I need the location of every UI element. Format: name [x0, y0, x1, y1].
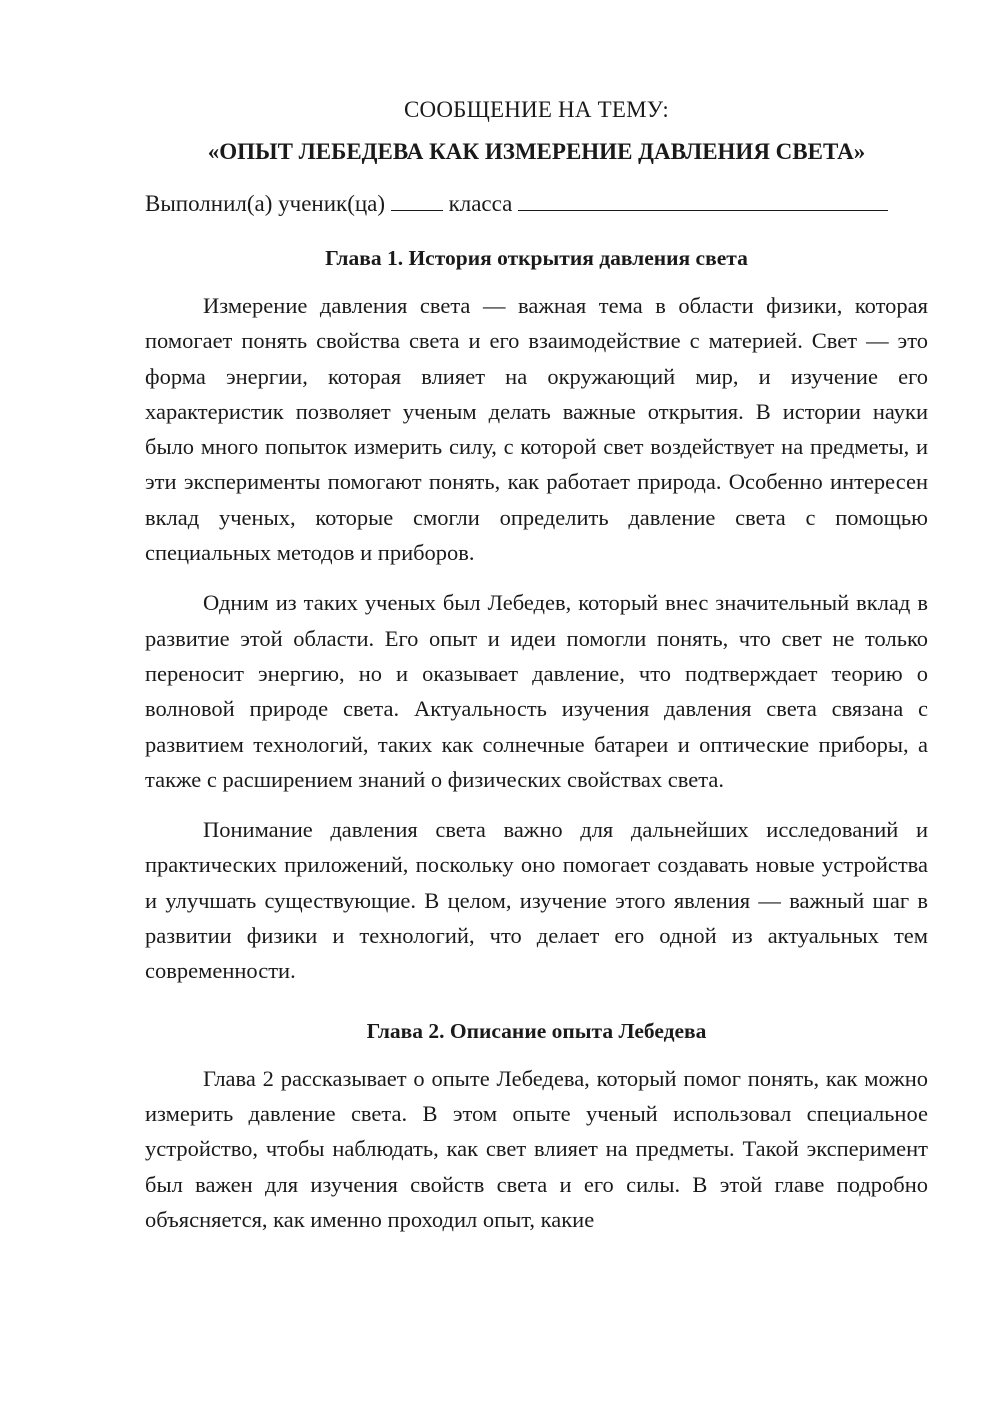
document-title-line2: «ОПЫТ ЛЕБЕДЕВА КАК ИЗМЕРЕНИЕ ДАВЛЕНИЯ СВЕТА» [207, 139, 866, 164]
chapter2-paragraph-1: Глава 2 рассказывает о опыте Лебедева, который помог понять, как можно измерить давление света. В этом опыте ученый использовал специальное устройство, чтобы наблюдать, как свет влияет на предметы. Такой эксперимент был важен для изучения свойств света и его силы. В этой главе подробно объясняется, как именно проходил опыт, какие [145, 1065, 928, 1232]
author-prefix: Выполнил(а) ученик(ца) [145, 191, 386, 216]
chapter1-paragraph-1: Измерение давления света — важная тема в области физики, которая помогает понять свойства света и его взаимодействие с материей. Свет — это форма энергии, которая влияет на окружающий мир, и изучение его характеристик позволяет ученым делать важные открытия. В истории науки было много попыток измерить силу, с которой свет воздействует на предметы, и эти эксперименты помогают понять, как работает природа. Особенно интересен вклад ученых, которые смогли определить давление света с помощью специальных методов и приборов. [145, 293, 928, 566]
class-number-blank [391, 186, 443, 211]
document-title-line1: СООБЩЕНИЕ НА ТЕМУ: [404, 97, 669, 122]
chapter1-heading: Глава 1. История открытия давления света [325, 246, 748, 270]
chapter1-paragraph-3: Понимание давления света важно для дальнейших исследований и практических приложений, поскольку оно помогает создавать новые устройства и улучшать существующие. В целом, изучение этого явления — важный шаг в развитии физики и технологий, что делает его одной из актуальных тем современности. [145, 817, 928, 984]
author-line [145, 186, 928, 222]
chapter2-heading: Глава 2. Описание опыта Лебедева [366, 1018, 707, 1043]
document-page [145, 92, 928, 1237]
author-middle: класса [448, 191, 513, 216]
student-name-blank [518, 186, 888, 211]
chapter1-paragraph-2: Одним из таких ученых был Лебедев, который внес значительный вклад в развитие этой области. Его опыт и идеи помогли понять, что свет не только переносит энергию, но и оказывает давление, что подтверждает теорию о волновой природе света. Актуальность изучения давления света связана с развитием технологий, таких как солнечные батареи и оптические приборы, а также с расширением знаний о физических свойствах света. [145, 590, 928, 792]
